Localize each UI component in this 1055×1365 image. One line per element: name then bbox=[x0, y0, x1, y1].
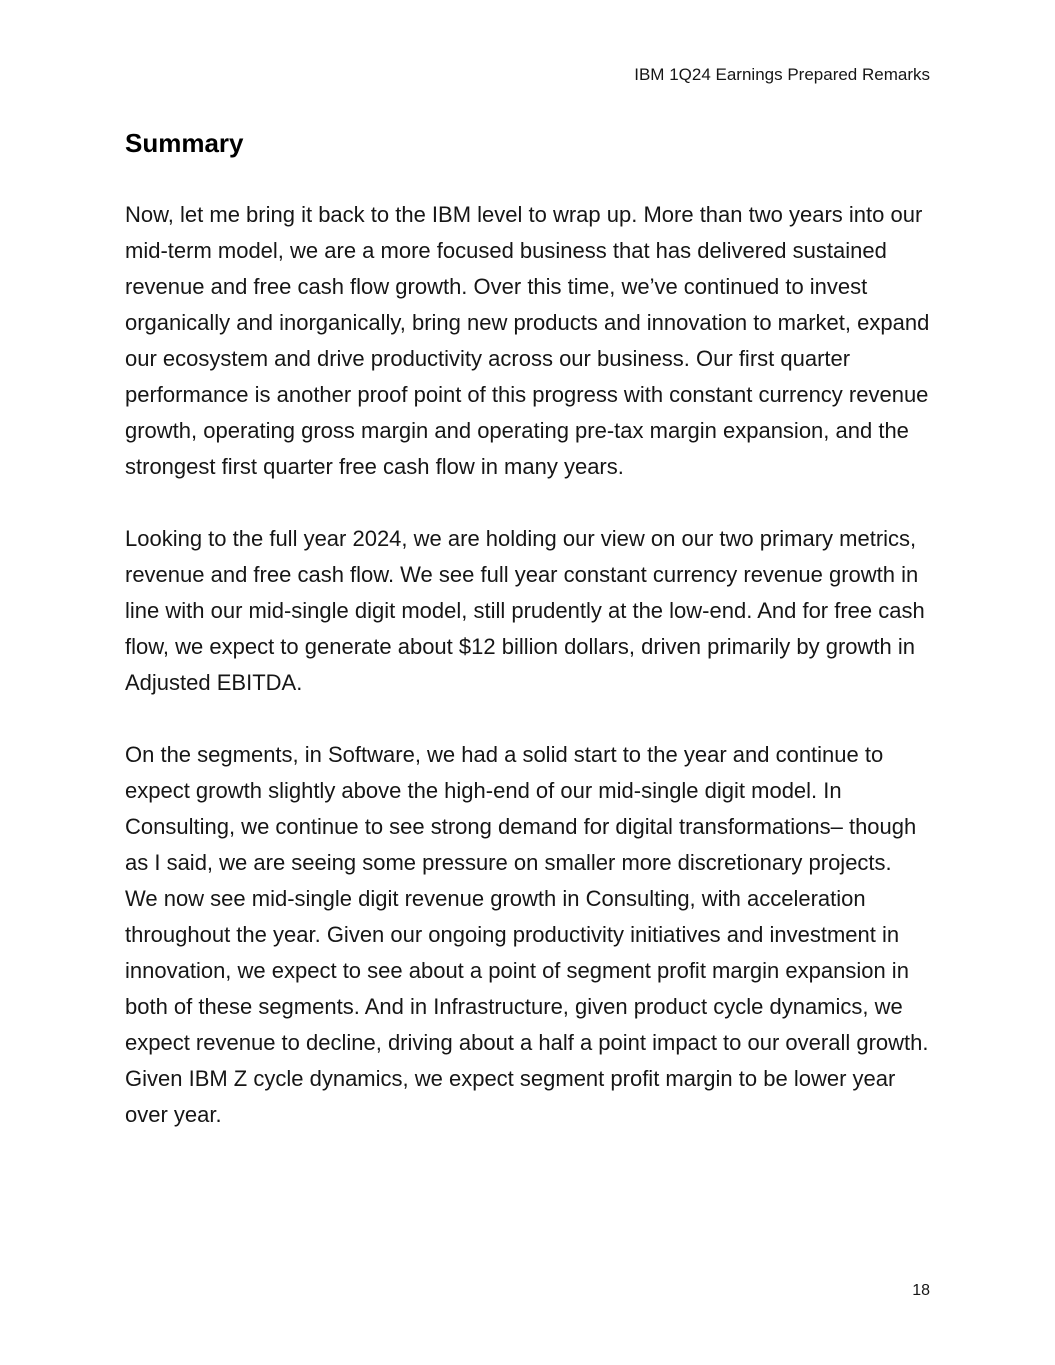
paragraph-1: Now, let me bring it back to the IBM level to wrap up. More than two years into our mid-term model, we are a more focused business that has delivered sustained revenue and free cash flow growth. Over this time, we’ve continued to invest organically and inorganically, bring new products and innovation to market, expand our ecosystem and drive productivity across our business. Our first quarter performance is another proof point of this progress with constant currency revenue growth, operating gross margin and operating pre-tax margin expansion, and the strongest first quarter free cash flow in many years. bbox=[125, 202, 930, 479]
section-title: Summary bbox=[125, 128, 244, 158]
main-content bbox=[125, 125, 930, 1133]
running-header: IBM 1Q24 Earnings Prepared Remarks bbox=[634, 65, 930, 84]
paragraph-2: Looking to the full year 2024, we are holding our view on our two primary metrics, revenue and free cash flow. We see full year constant currency revenue growth in line with our mid-single digit model, still prudently at the low-end. And for free cash flow, we expect to generate about $12 billion dollars, driven primarily by growth in Adjusted EBITDA. bbox=[125, 526, 925, 695]
paragraph-3: On the segments, in Software, we had a solid start to the year and continue to expect growth slightly above the high-end of our mid-single digit model. In Consulting, we continue to see strong demand for digital transformations– though as I said, we are seeing some pressure on smaller more discretionary projects. We now see mid-single digit revenue growth in Consulting, with acceleration throughout the year. Given our ongoing productivity initiatives and investment in innovation, we expect to see about a point of segment profit margin expansion in both of these segments. And in Infrastructure, given product cycle dynamics, we expect revenue to decline, driving about a half a point impact to our overall growth. Given IBM Z cycle dynamics, we expect segment profit margin to be lower year over year. bbox=[125, 742, 929, 1127]
page-number: 18 bbox=[912, 1282, 930, 1299]
